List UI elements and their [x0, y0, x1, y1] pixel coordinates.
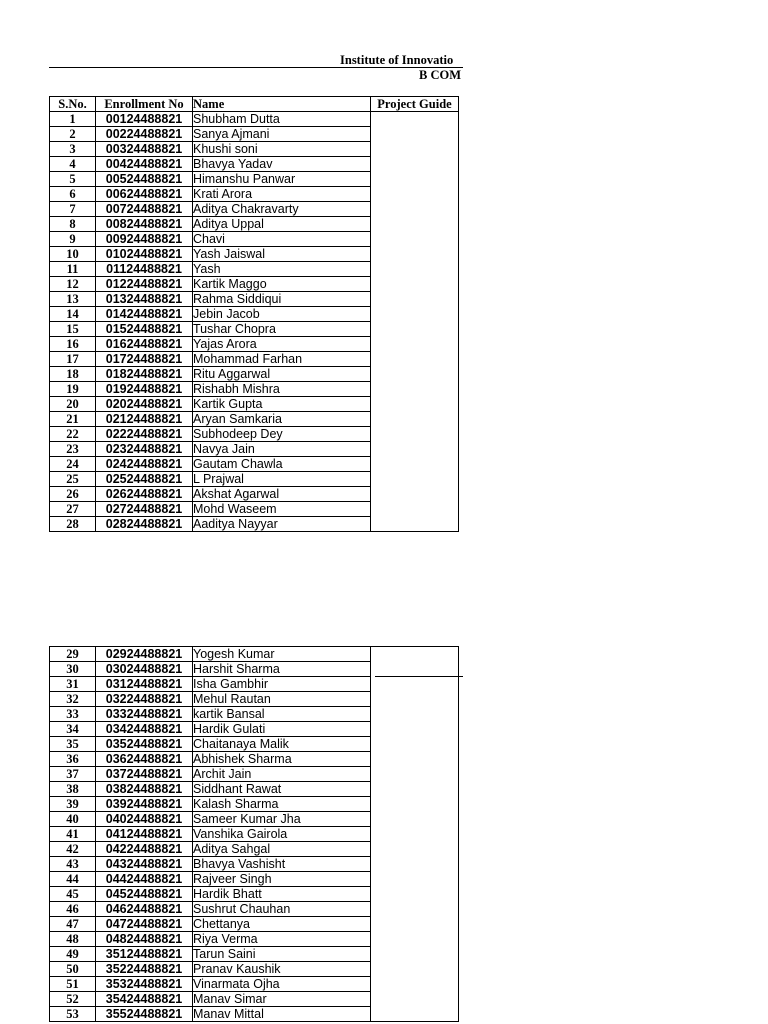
cell-sno: 29	[50, 647, 96, 662]
cell-enrollment: 00824488821	[96, 217, 193, 232]
cell-enrollment: 02524488821	[96, 472, 193, 487]
cell-enrollment: 04324488821	[96, 857, 193, 872]
cell-name: Tushar Chopra	[193, 322, 371, 337]
cell-sno: 45	[50, 887, 96, 902]
cell-name: Akshat Agarwal	[193, 487, 371, 502]
cell-enrollment: 35324488821	[96, 977, 193, 992]
cell-enrollment: 03024488821	[96, 662, 193, 677]
cell-enrollment: 04824488821	[96, 932, 193, 947]
cell-project-guide	[371, 647, 459, 1022]
cell-name: Himanshu Panwar	[193, 172, 371, 187]
cell-enrollment: 00424488821	[96, 157, 193, 172]
cell-sno: 51	[50, 977, 96, 992]
cell-enrollment: 01524488821	[96, 322, 193, 337]
cell-sno: 11	[50, 262, 96, 277]
cell-name: Chavi	[193, 232, 371, 247]
cell-sno: 22	[50, 427, 96, 442]
cell-enrollment: 03724488821	[96, 767, 193, 782]
cell-enrollment: 00924488821	[96, 232, 193, 247]
cell-enrollment: 00724488821	[96, 202, 193, 217]
cell-enrollment: 01424488821	[96, 307, 193, 322]
cell-name: Aditya Uppal	[193, 217, 371, 232]
cell-name: L Prajwal	[193, 472, 371, 487]
cell-enrollment: 03924488821	[96, 797, 193, 812]
cell-sno: 2	[50, 127, 96, 142]
cell-enrollment: 04124488821	[96, 827, 193, 842]
cell-enrollment: 02924488821	[96, 647, 193, 662]
cell-name: Gautam Chawla	[193, 457, 371, 472]
cell-enrollment: 01324488821	[96, 292, 193, 307]
cell-enrollment: 00224488821	[96, 127, 193, 142]
header-name: Name	[193, 97, 371, 112]
cell-name: Sanya Ajmani	[193, 127, 371, 142]
cell-name: Khushi soni	[193, 142, 371, 157]
cell-sno: 42	[50, 842, 96, 857]
cell-sno: 26	[50, 487, 96, 502]
cell-name: Kartik Gupta	[193, 397, 371, 412]
cell-name: Tarun Saini	[193, 947, 371, 962]
institute-title: Institute of Innovatio	[340, 53, 454, 67]
cell-enrollment: 00124488821	[96, 112, 193, 127]
cell-name: Bhavya Yadav	[193, 157, 371, 172]
student-table-page-2	[49, 646, 459, 1022]
cell-name: Kalash Sharma	[193, 797, 371, 812]
cell-enrollment: 03224488821	[96, 692, 193, 707]
table-body-2	[50, 647, 459, 1022]
cell-sno: 3	[50, 142, 96, 157]
cell-enrollment: 01224488821	[96, 277, 193, 292]
cell-sno: 12	[50, 277, 96, 292]
cell-sno: 17	[50, 352, 96, 367]
cell-sno: 35	[50, 737, 96, 752]
cell-name: Vanshika Gairola	[193, 827, 371, 842]
cell-enrollment: 02024488821	[96, 397, 193, 412]
cell-sno: 31	[50, 677, 96, 692]
cell-name: Siddhant Rawat	[193, 782, 371, 797]
cell-sno: 19	[50, 382, 96, 397]
cell-sno: 33	[50, 707, 96, 722]
cell-sno: 34	[50, 722, 96, 737]
cell-sno: 15	[50, 322, 96, 337]
cell-name: Kartik Maggo	[193, 277, 371, 292]
guide-group-divider	[375, 676, 463, 677]
cell-sno: 30	[50, 662, 96, 677]
cell-enrollment: 02624488821	[96, 487, 193, 502]
table-row	[50, 647, 459, 662]
cell-name: Aryan Samkaria	[193, 412, 371, 427]
cell-enrollment: 00624488821	[96, 187, 193, 202]
cell-name: Manav Simar	[193, 992, 371, 1007]
cell-sno: 16	[50, 337, 96, 352]
cell-name: Yash Jaiswal	[193, 247, 371, 262]
cell-name: Manav Mittal	[193, 1007, 371, 1022]
cell-sno: 46	[50, 902, 96, 917]
cell-name: Mehul Rautan	[193, 692, 371, 707]
cell-sno: 18	[50, 367, 96, 382]
cell-sno: 37	[50, 767, 96, 782]
cell-sno: 25	[50, 472, 96, 487]
cell-name: Aaditya Nayyar	[193, 517, 371, 532]
cell-sno: 27	[50, 502, 96, 517]
cell-enrollment: 35524488821	[96, 1007, 193, 1022]
header-project-guide: Project Guide	[371, 97, 459, 112]
cell-name: Yogesh Kumar	[193, 647, 371, 662]
cell-sno: 50	[50, 962, 96, 977]
cell-name: Rishabh Mishra	[193, 382, 371, 397]
student-table-page-1	[49, 96, 459, 532]
cell-sno: 40	[50, 812, 96, 827]
cell-name: Navya Jain	[193, 442, 371, 457]
cell-sno: 36	[50, 752, 96, 767]
cell-sno: 6	[50, 187, 96, 202]
program-title: B COM	[419, 68, 462, 82]
cell-sno: 48	[50, 932, 96, 947]
cell-enrollment: 35124488821	[96, 947, 193, 962]
cell-sno: 52	[50, 992, 96, 1007]
cell-name: Shubham Dutta	[193, 112, 371, 127]
cell-sno: 41	[50, 827, 96, 842]
cell-enrollment: 03524488821	[96, 737, 193, 752]
table-row	[50, 112, 459, 127]
cell-name: Sushrut Chauhan	[193, 902, 371, 917]
cell-enrollment: 02424488821	[96, 457, 193, 472]
cell-name: Mohammad Farhan	[193, 352, 371, 367]
header-sno: S.No.	[50, 97, 96, 112]
cell-name: Rajveer Singh	[193, 872, 371, 887]
cell-enrollment: 01724488821	[96, 352, 193, 367]
cell-name: Riya Verma	[193, 932, 371, 947]
cell-enrollment: 02724488821	[96, 502, 193, 517]
cell-sno: 9	[50, 232, 96, 247]
cell-project-guide	[371, 112, 459, 532]
cell-sno: 28	[50, 517, 96, 532]
cell-sno: 5	[50, 172, 96, 187]
table-body-1	[50, 112, 459, 532]
cell-enrollment: 04424488821	[96, 872, 193, 887]
cell-enrollment: 00524488821	[96, 172, 193, 187]
cell-enrollment: 01824488821	[96, 367, 193, 382]
cell-name: Rahma Siddiqui	[193, 292, 371, 307]
cell-enrollment: 01924488821	[96, 382, 193, 397]
cell-sno: 21	[50, 412, 96, 427]
cell-name: kartik Bansal	[193, 707, 371, 722]
cell-sno: 20	[50, 397, 96, 412]
cell-enrollment: 03824488821	[96, 782, 193, 797]
cell-enrollment: 04524488821	[96, 887, 193, 902]
cell-name: Yash	[193, 262, 371, 277]
cell-enrollment: 02124488821	[96, 412, 193, 427]
cell-name: Sameer Kumar Jha	[193, 812, 371, 827]
cell-enrollment: 02224488821	[96, 427, 193, 442]
cell-name: Vinarmata Ojha	[193, 977, 371, 992]
cell-enrollment: 04224488821	[96, 842, 193, 857]
cell-name: Krati Arora	[193, 187, 371, 202]
cell-name: Subhodeep Dey	[193, 427, 371, 442]
cell-sno: 1	[50, 112, 96, 127]
cell-name: Abhishek Sharma	[193, 752, 371, 767]
cell-name: Yajas Arora	[193, 337, 371, 352]
cell-enrollment: 03624488821	[96, 752, 193, 767]
cell-enrollment: 00324488821	[96, 142, 193, 157]
cell-sno: 44	[50, 872, 96, 887]
cell-name: Ritu Aggarwal	[193, 367, 371, 382]
cell-name: Chaitanaya Malik	[193, 737, 371, 752]
cell-sno: 7	[50, 202, 96, 217]
cell-name: Aditya Chakravarty	[193, 202, 371, 217]
cell-sno: 24	[50, 457, 96, 472]
cell-enrollment: 04724488821	[96, 917, 193, 932]
cell-enrollment: 03124488821	[96, 677, 193, 692]
cell-name: Isha Gambhir	[193, 677, 371, 692]
cell-sno: 49	[50, 947, 96, 962]
header-rule	[49, 67, 463, 68]
cell-name: Chettanya	[193, 917, 371, 932]
cell-enrollment: 03324488821	[96, 707, 193, 722]
cell-sno: 4	[50, 157, 96, 172]
cell-enrollment: 02824488821	[96, 517, 193, 532]
cell-enrollment: 35424488821	[96, 992, 193, 1007]
cell-name: Aditya Sahgal	[193, 842, 371, 857]
cell-name: Hardik Bhatt	[193, 887, 371, 902]
cell-enrollment: 04624488821	[96, 902, 193, 917]
cell-enrollment: 01624488821	[96, 337, 193, 352]
cell-enrollment: 35224488821	[96, 962, 193, 977]
cell-enrollment: 01024488821	[96, 247, 193, 262]
cell-sno: 39	[50, 797, 96, 812]
cell-enrollment: 01124488821	[96, 262, 193, 277]
cell-name: Bhavya Vashisht	[193, 857, 371, 872]
cell-name: Mohd Waseem	[193, 502, 371, 517]
header-enrollment: Enrollment No	[96, 97, 193, 112]
cell-name: Hardik Gulati	[193, 722, 371, 737]
cell-sno: 43	[50, 857, 96, 872]
cell-sno: 13	[50, 292, 96, 307]
cell-name: Pranav Kaushik	[193, 962, 371, 977]
cell-name: Harshit Sharma	[193, 662, 371, 677]
cell-sno: 32	[50, 692, 96, 707]
cell-sno: 53	[50, 1007, 96, 1022]
cell-sno: 8	[50, 217, 96, 232]
cell-sno: 14	[50, 307, 96, 322]
cell-enrollment: 03424488821	[96, 722, 193, 737]
cell-sno: 23	[50, 442, 96, 457]
cell-sno: 38	[50, 782, 96, 797]
cell-name: Archit Jain	[193, 767, 371, 782]
cell-name: Jebin Jacob	[193, 307, 371, 322]
cell-enrollment: 04024488821	[96, 812, 193, 827]
table-header-row	[50, 97, 459, 112]
cell-enrollment: 02324488821	[96, 442, 193, 457]
cell-sno: 10	[50, 247, 96, 262]
cell-sno: 47	[50, 917, 96, 932]
